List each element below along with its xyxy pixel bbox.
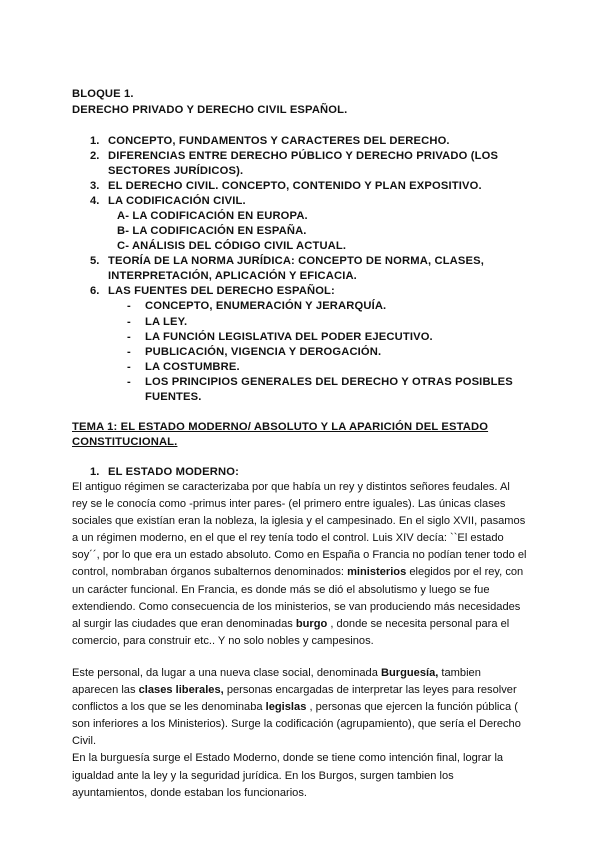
outline-item-2-cont: SECTORES JURÍDICOS). (108, 165, 244, 177)
text-line: rey se le conocía como -primus inter pares- (el primero entre iguales). Las únicas clases (72, 498, 506, 511)
tema-heading-cont: CONSTITUCIONAL. (72, 436, 178, 448)
fuentes-item-3: LA FUNCIÓN LEGISLATIVA DEL PODER EJECUTIVO. (145, 331, 433, 343)
outline-item-2: DIFERENCIAS ENTRE DERECHO PÚBLICO Y DERECHO PRIVADO (LOS (108, 150, 499, 162)
text-line: El antiguo régimen se caracterizaba por que había un rey y distintos señores feudales. Al (72, 481, 510, 493)
fuentes-item-2: LA LEY. (145, 316, 188, 328)
text-line: En la burguesía surge el Estado Moderno, donde se tiene como intención final, lograr la (72, 752, 504, 765)
bloque-heading: BLOQUE 1. (72, 88, 134, 100)
text-span: conflictos a los que se les denominaba (72, 701, 266, 714)
outline-number: 6. (90, 285, 100, 297)
fuentes-item-6: LOS PRINCIPIOS GENERALES DEL DERECHO Y OTRAS POSIBLES (145, 376, 513, 388)
paragraph-1 (72, 479, 542, 650)
codificacion-sub-b: B- LA CODIFICACIÓN EN ESPAÑA. (117, 225, 307, 237)
outline-item-5-cont: INTERPRETACIÓN, APLICACIÓN Y EFICACIA. (108, 270, 357, 282)
text-line (72, 665, 542, 682)
text-line: extendiendo. Como consecuencia de los ministerios, se van produciendo más necesidades (72, 600, 521, 613)
text-line: comercio, para construir etc.. Y no solo nobles y campesinos. (72, 634, 374, 647)
dash-bullet: - (127, 331, 131, 343)
outline-number: 4. (90, 195, 100, 207)
text-line: soy´´, por lo que era un estado absoluto. Como en España o Francia no podían tener todo el (72, 549, 527, 562)
fuentes-item-5: LA COSTUMBRE. (145, 361, 240, 373)
text-span: personas encargadas de interpretar las leyes para resolver (223, 684, 517, 697)
outline-item-1: CONCEPTO, FUNDAMENTOS Y CARACTERES DEL DERECHO. (108, 135, 450, 147)
text-span: aparecen las (72, 684, 139, 697)
tema-heading: TEMA 1: EL ESTADO MODERNO/ ABSOLUTO Y LA APARICIÓN DEL ESTADO (72, 421, 489, 433)
fuentes-item-6-cont: FUENTES. (145, 391, 202, 403)
text-span: control, nombraban órganos subalternos denominados: (72, 566, 348, 579)
text-line: Civil. (72, 735, 97, 748)
dash-bullet: - (127, 300, 131, 312)
outline-number: 2. (90, 150, 100, 162)
section-title: EL ESTADO MODERNO: (108, 466, 239, 478)
fuentes-item-1: CONCEPTO, ENUMERACIÓN Y JERARQUÍA. (145, 300, 387, 312)
outline-item-4: LA CODIFICACIÓN CIVIL. (108, 195, 246, 207)
text-span: tambien (438, 667, 481, 679)
codificacion-sub-c: C- ANÁLISIS DEL CÓDIGO CIVIL ACTUAL. (117, 240, 347, 252)
text-span: Este personal, da lugar a una nueva clase social, denominada (72, 667, 381, 679)
outline-item-5: TEORÍA DE LA NORMA JURÍDICA: CONCEPTO DE NORMA, CLASES, (108, 255, 484, 267)
text-line: son inferiores a los Ministerios). Surge la codificación (agrupamiento), que sería el Derecho (72, 718, 521, 731)
text-line: ayuntamientos, donde estaban los funcionarios. (72, 786, 307, 799)
dash-bullet: - (127, 316, 131, 328)
codificacion-sub-a: A- LA CODIFICACIÓN EN EUROPA. (117, 210, 308, 222)
outline-number: 3. (90, 180, 100, 192)
bold-term: burgo (295, 617, 328, 630)
text-line (72, 616, 542, 633)
text-line (72, 564, 542, 581)
text-line (72, 699, 542, 716)
outline-item-3: EL DERECHO CIVIL. CONCEPTO, CONTENIDO Y PLAN EXPOSITIVO. (108, 180, 482, 192)
outline-number: 1. (90, 135, 100, 147)
text-span: al surgir las ciudades que eran denominadas (72, 617, 296, 630)
bold-term: legislas (265, 701, 307, 714)
text-span: , donde se necesita personal para el (327, 617, 510, 630)
text-line: igualdad ante la ley y la seguridad jurídica. En los Burgos, surgen tambien los (72, 769, 454, 782)
dash-bullet: - (127, 361, 131, 373)
text-line: a un régimen moderno, en el que el rey tenía todo el control. Luis XIV decía: ``El estado (72, 532, 504, 545)
bloque-subtitle: DERECHO PRIVADO Y DERECHO CIVIL ESPAÑOL. (72, 104, 348, 116)
text-line (72, 682, 542, 699)
outline-item-6: LAS FUENTES DEL DERECHO ESPAÑOL: (108, 285, 335, 297)
text-line: un carácter funcional. En Francia, es donde más se dió el absolutismo y luego se fue (72, 583, 490, 596)
bold-term: ministerios (347, 566, 407, 579)
bold-term: Burguesía, (380, 667, 439, 679)
text-span: elegidos por el rey, con (406, 566, 524, 579)
fuentes-item-4: PUBLICACIÓN, VIGENCIA Y DEROGACIÓN. (145, 346, 382, 358)
dash-bullet: - (127, 376, 131, 388)
text-line: sociales que existían eran la nobleza, la iglesia y el campesinado. En el siglo XVII, pasamos (72, 515, 526, 528)
outline-number: 5. (90, 255, 100, 267)
section-number: 1. (90, 466, 100, 478)
bold-term: clases liberales, (138, 684, 224, 697)
paragraph-2 (72, 665, 542, 802)
dash-bullet: - (127, 346, 131, 358)
text-span: , personas que ejercen la función pública ( (306, 701, 518, 714)
